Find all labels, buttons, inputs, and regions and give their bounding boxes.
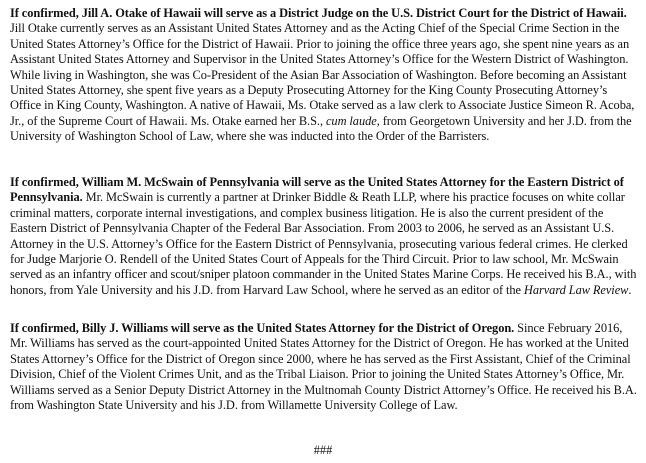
nominee-body-otake-end: , from Georgetown University and her J.D. from the University of Washington School of Law, where she was inducted into the Order of the Barristers.	[10, 113, 632, 144]
nominee-paragraph-mcswain	[10, 175, 638, 298]
nominee-lead-mcswain: If confirmed, William M. McSwain of Pennsylvania will serve as the United States Attorney for the Eastern District of Pennsylvania.	[10, 175, 624, 205]
nominee-body-williams: Since February 2016, Mr. Williams has served as the court-appointed United States Attorney for the District of Oregon. He has worked at the United States Attorney’s Office for the District of Oregon since 2000, where he has served as the First Assistant, Chief of the Criminal Division, Chief of the Violent Crimes Unit, and as the Tribal Liaison. Prior to joining the United States Attorney’s Office, Mr. Williams served as a Senior Deputy District Attorney in the Multnomah County District Attorney’s Office. He received his B.A. from Washington State University and his J.D. from Willamette University College of Law.	[10, 321, 637, 413]
nominee-paragraph-otake	[10, 6, 638, 145]
nominee-body-mcswain: Mr. McSwain is currently a partner at Drinker Biddle & Reath LLP, where his practice focuses on white collar criminal matters, corporate internal investigations, and complex business litigation. He is also the current president of the Eastern District of Pennsylvania Chapter of the Federal Bar Association. From 2003 to 2006, he served as an Assistant U.S. Attorney in the U.S. Attorney’s Office for the Eastern District of Pennsylvania, prosecuting various federal crimes. He clerked for Judge Marjorie O. Rendell of the United States Court of Appeals for the Third Circuit. Prior to law school, Mr. McSwain served as an infantry officer and scout/sniper platoon commander in the United States Marine Corps. He received his B.A., with honors, from Yale University and his J.D. from Harvard Law School, where he served as an editor of the	[10, 190, 637, 297]
nominee-honor-otake: cum laude	[325, 113, 377, 128]
nominee-paragraph-williams	[10, 321, 638, 413]
nominee-body-mcswain-end: .	[628, 282, 632, 297]
nominee-lead-williams: If confirmed, Billy J. Williams will serve as the United States Attorney for the District of Oregon.	[10, 321, 515, 335]
nominee-publication-mcswain: Harvard Law Review	[523, 282, 629, 297]
end-mark: ###	[313, 443, 333, 457]
nominee-body-otake: Jill Otake currently serves as an Assistant United States Attorney and as the Acting Chief of the Special Crime Section in the United States Attorney’s Office for the District of Hawaii. Prior to joining the office three years ago, she spent nine years as an Assistant United States Attorney and Supervisor in the United States Attorney’s Office for the Western District of Washington. While living in Washington, she was Co-President of the Asian Bar Association of Washington. Before becoming an Assistant United States Attorney, she spent five years as a Deputy Prosecuting Attorney for the King County Prosecuting Attorney’s Office in King County, Washington. A native of Hawaii, Ms. Otake served as a law clerk to Associate Justice Simeon R. Acoba, Jr., of the Supreme Court of Hawaii. Ms. Otake earned her B.S.,	[10, 21, 635, 128]
nominee-lead-otake: If confirmed, Jill A. Otake of Hawaii will serve as a District Judge on the U.S. District Court for the District of Hawaii.	[10, 6, 627, 20]
